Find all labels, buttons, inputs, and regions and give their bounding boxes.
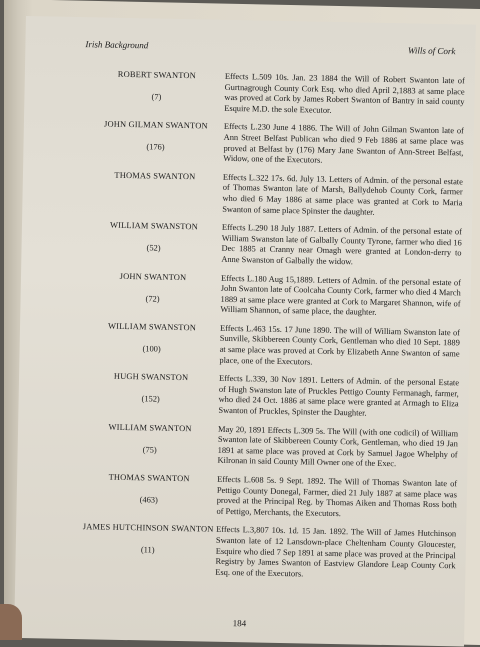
entry-number: (100) bbox=[142, 344, 161, 354]
will-entry bbox=[17, 421, 468, 472]
entry-name: THOMAS SWANTON bbox=[108, 472, 190, 484]
entry-name: JOHN SWANTON bbox=[119, 271, 187, 282]
will-entry bbox=[15, 521, 466, 583]
entry-name: JAMES HUTCHINSON SWANTON bbox=[82, 522, 214, 535]
entry-number: (463) bbox=[139, 495, 158, 505]
running-head-left: Irish Background bbox=[85, 39, 149, 51]
entry-name: JOHN GILMAN SWANTON bbox=[104, 119, 208, 131]
entry-text: Effects L.608 5s. 9 Sept. 1892. The Will of Thomas Swanton late of Pettigo County Donegal, Farmer, died 21 July 1887 at same place was proved at the Principal Reg. by Thomas Aiken and Thomas Ross both of Pettigo, Merchants, the Executors. bbox=[216, 474, 458, 518]
entry-number: (52) bbox=[146, 243, 161, 253]
entry-number: (152) bbox=[141, 394, 160, 404]
thumb-photo-edge bbox=[0, 604, 22, 640]
entry-name: WILLIAM SWANTON bbox=[108, 422, 192, 433]
entry-text: May 20, 1891 Effects L.309 5s. The Will (with one codicil) of William Swanton late of Skibbereen County Cork, Gentleman, who died 19 Jan 1891 at same place was proved at Cork by Samuel Jagoe Whelphy of Kilronan in said County Mill Owner one of the Exec. bbox=[217, 424, 459, 469]
will-entry bbox=[23, 118, 474, 169]
entry-number: (7) bbox=[151, 92, 162, 102]
entry-name: WILLIAM SWANSTON bbox=[109, 220, 199, 232]
entry-text: Effects L.509 10s. Jan. 23 1884 the Will of Robert Swanton late of Gurtnagrough County Cork Esq. who died April 2,1883 at same place was proved at Cork by James Robert Swanton of Bantry in said county Esquire M.D. the sole Executor. bbox=[224, 71, 465, 115]
running-head bbox=[35, 38, 455, 60]
entry-number bbox=[75, 192, 235, 195]
entry-number: (11) bbox=[140, 545, 155, 555]
entry-number: (176) bbox=[146, 142, 165, 153]
entry-text: Effects L.290 18 July 1887. Letters of Admin. of the personal estate of William Swanston late of Galbally County Tyrone, farmer who died 16 Dec 1885 at Cranny near Omagh were granted at London-derry to Anne Swanston of Galbally the widow. bbox=[221, 222, 463, 267]
entry-number: (75) bbox=[142, 444, 157, 455]
will-entry bbox=[20, 269, 471, 320]
entry-text: Effects L.463 15s. 17 June 1890. The will of William Swanston late of Sunville, Skibbereen County Cork, Gentleman who died 10 Sept. 1889 at same place was proved at Cork by Elizabeth Anne Swanton of same place, one of the Executors. bbox=[219, 323, 461, 367]
entry-name: THOMAS SWANTON bbox=[114, 170, 196, 182]
will-entries bbox=[15, 68, 475, 591]
running-head-right: Wills of Cork bbox=[407, 45, 456, 57]
entry-name: WILLIAM SWANSTON bbox=[107, 321, 197, 333]
entry-text: Effects L.339, 30 Nov 1891. Letters of Admin. of the personal Estate of Hugh Swanston late of Pruckles Pettigo County Fermanagh, farmer, who died 24 Oct. 1886 at same place were granted at Armagh to Eliza Swanton of Pruckles, Spinster the Daughter. bbox=[218, 374, 460, 418]
entry-name: HUGH SWANSTON bbox=[113, 372, 189, 383]
book-page bbox=[14, 16, 476, 647]
entry-text: Effects L.322 17s. 6d. July 13. Letters of Admin. of the personal estate of Thomas Swanton late of Marsh, Ballydehob County Cork, farmer who died 6 May 1886 at same place was granted at Cork to Maria Swanton of same place Spinster the daughter. bbox=[222, 172, 463, 217]
entry-text: Effects L.180 Aug 15,1889. Letters of Admin. of the personal estate of John Swanton late of Coolcaha County Cork, farmer who died 4 March 1889 at same place were granted at Cork to Margaret Shannon, wife of William Shannon, of same place, the daughter. bbox=[220, 273, 462, 318]
entry-number: (72) bbox=[145, 293, 160, 304]
will-entry bbox=[24, 68, 475, 119]
entry-text: Effects L.3,807 10s. 1d. 15 Jan. 1892. The Will of James Hutchinson Swanton late of 12 Lansdown-place Cheltenham County Gloucester, Esquire who died 7 Sep 1891 at same place was proved at the Principal Registry by James Swanton of Eastview Glandore Leap County Cork Esq. one of the Executors. bbox=[215, 525, 457, 579]
will-entry bbox=[18, 370, 469, 421]
entry-text: Effects L.230 June 4 1886. The Will of John Gilman Swanton late of Ann Street Belfast Publican who died 9 Feb 1886 at same place was proved at Belfast by (176) Mary Jane Swanton of Ann-Street Belfast, Widow, one of the Executors. bbox=[223, 122, 464, 165]
will-entry bbox=[16, 471, 467, 522]
entry-name: ROBERT SWANTON bbox=[117, 69, 197, 81]
will-entry bbox=[21, 219, 472, 270]
will-entry bbox=[19, 320, 470, 371]
will-entry bbox=[22, 169, 473, 220]
page-number: 184 bbox=[232, 618, 247, 629]
